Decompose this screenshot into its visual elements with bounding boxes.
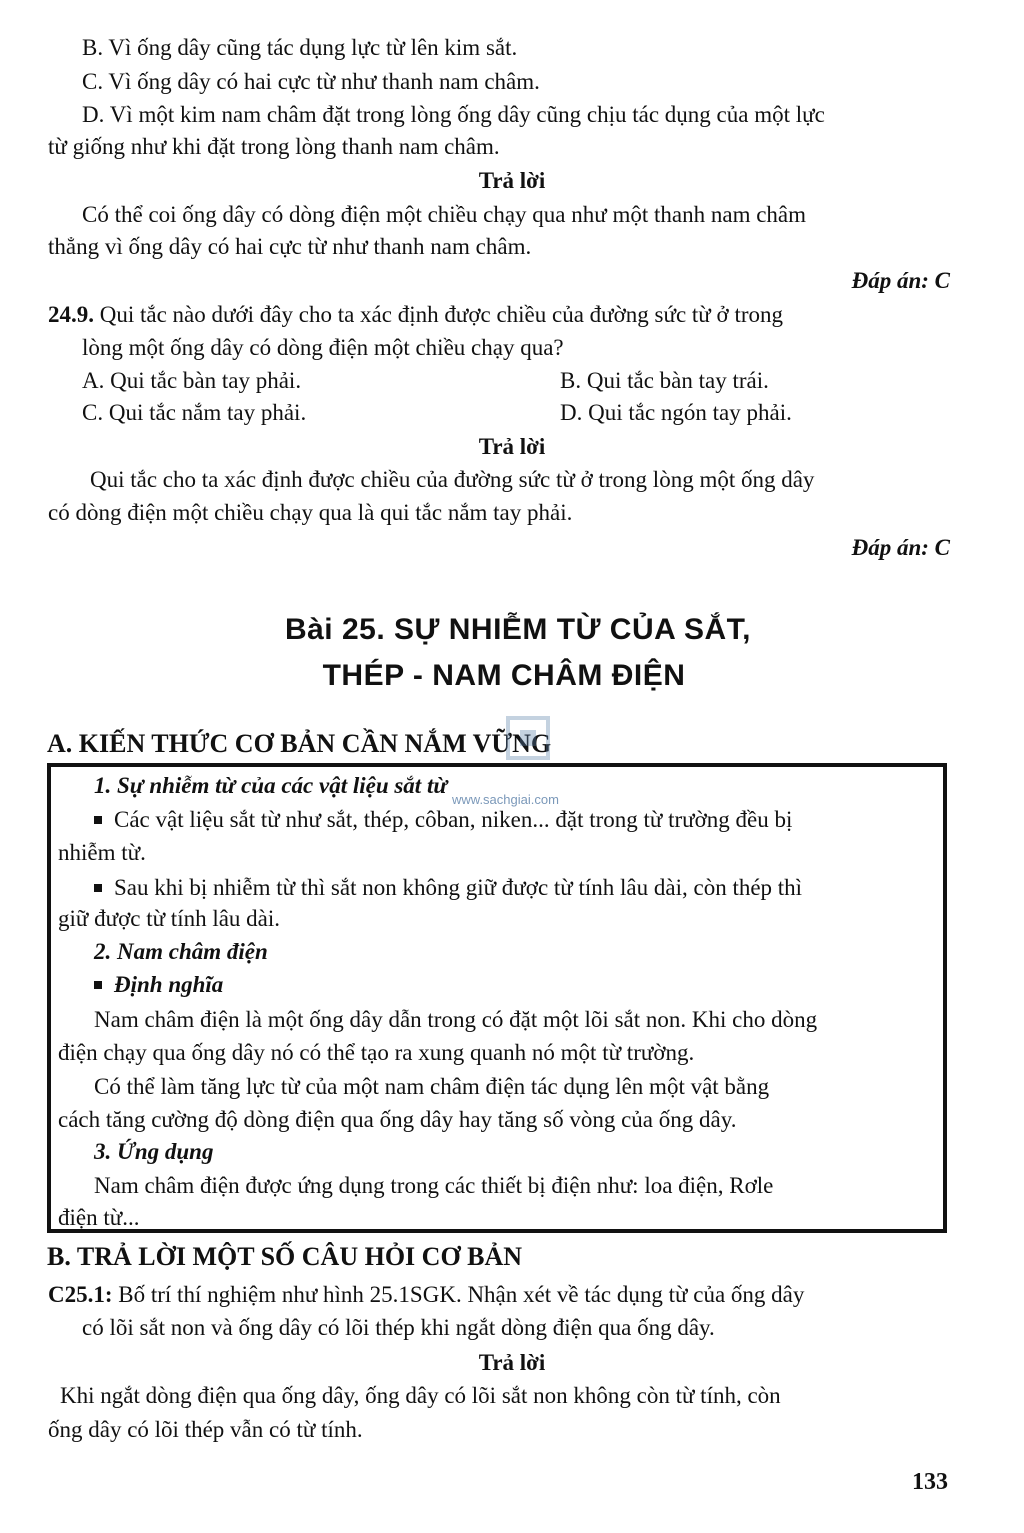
paragraph-text-continued: cách tăng cường độ dòng điện qua ống dây hay tăng số vòng của ống dây. — [58, 1107, 737, 1132]
lesson-title-line-2: THÉP - NAM CHÂM ĐIỆN — [322, 659, 686, 692]
section-a-heading: A. KIẾN THỨC CƠ BẢN CẦN NẮM VỮNG — [47, 729, 552, 758]
answer-key: Đáp án: C — [851, 535, 950, 560]
answer-key: Đáp án: C — [851, 268, 950, 293]
paragraph-text: Nam châm điện được ứng dụng trong các thiết bị điện như: loa điện, Rơle — [94, 1173, 774, 1198]
question-text: Qui tắc nào dưới đây cho ta xác định được chiều của đường sức từ ở trong — [94, 302, 783, 327]
question-c25-1 — [48, 1281, 804, 1309]
option-b: B. Qui tắc bàn tay trái. — [560, 368, 769, 393]
paragraph-text: Các vật liệu sắt từ như sắt, thép, côban, niken... đặt trong từ trường đều bị — [114, 807, 793, 832]
question-text: Bố trí thí nghiệm như hình 25.1SGK. Nhận xét về tác dụng từ của ống dây — [112, 1282, 805, 1307]
answer-text: Qui tắc cho ta xác định được chiều của đường sức từ ở trong lòng một ống dây — [90, 467, 815, 492]
answer-text-continued: thẳng vì ống dây có hai cực từ như thanh nam châm. — [48, 234, 532, 259]
option-c: C. Vì ống dây có hai cực từ như thanh nam châm. — [82, 69, 540, 94]
question-text-continued: có lõi sắt non và ống dây có lõi thép khi ngắt dòng điện qua ống dây. — [82, 1315, 715, 1340]
paragraph-text-continued: điện chạy qua ống dây nó có thể tạo ra xung quanh nó một từ trường. — [58, 1040, 695, 1065]
section-b-heading: B. TRẢ LỜI MỘT SỐ CÂU HỎI CƠ BẢN — [47, 1242, 523, 1271]
page-number: 133 — [912, 1469, 948, 1495]
bullet-icon — [94, 816, 102, 824]
definition-label: Định nghĩa — [114, 972, 224, 997]
answer-text: Khi ngắt dòng điện qua ống dây, ống dây có lõi sắt non không còn từ tính, còn — [60, 1383, 781, 1408]
answer-heading: Trả lời — [478, 1350, 546, 1375]
paragraph-text-continued: điện từ... — [58, 1205, 140, 1230]
paragraph-text: Sau khi bị nhiễm từ thì sắt non không giữ được từ tính lâu dài, còn thép thì — [114, 875, 803, 900]
question-24-9 — [48, 301, 783, 329]
watermark-url: www.sachgiai.com — [452, 792, 559, 807]
answer-heading: Trả lời — [478, 434, 546, 459]
lesson-title-line-1: Bài 25. SỰ NHIỄM TỪ CỦA SẮT, — [284, 613, 752, 646]
paragraph-text-continued: nhiễm từ. — [58, 840, 146, 865]
answer-text: Có thể coi ống dây có dòng điện một chiều chạy qua như một thanh nam châm — [82, 202, 807, 227]
option-c: C. Qui tắc nắm tay phải. — [82, 400, 307, 425]
paragraph-text: Có thể làm tăng lực từ của một nam châm điện tác dụng lên một vật bằng — [94, 1074, 770, 1099]
answer-text-continued: ống dây có lõi thép vẫn có từ tính. — [48, 1417, 363, 1442]
bullet-icon — [94, 981, 102, 989]
option-a: A. Qui tắc bàn tay phải. — [82, 368, 302, 393]
question-number: 24.9. — [48, 302, 94, 327]
option-d-continued: từ giống như khi đặt trong lòng thanh nam châm. — [48, 134, 500, 159]
definition-heading — [94, 971, 223, 999]
option-d: D. Vì một kim nam châm đặt trong lòng ống dây cũng chịu tác dụng của một lực — [82, 102, 825, 127]
answer-text-continued: có dòng điện một chiều chạy qua là qui tắc nắm tay phải. — [48, 500, 573, 525]
bullet-paragraph — [94, 806, 792, 834]
question-label: C25.1: — [48, 1282, 113, 1307]
bullet-icon — [94, 884, 102, 892]
subsection-1-title: 1. Sự nhiễm từ của các vật liệu sắt từ — [94, 773, 448, 798]
option-d: D. Qui tắc ngón tay phải. — [560, 400, 792, 425]
question-text-continued: lòng một ống dây có dòng điện một chiều chạy qua? — [82, 335, 564, 360]
paragraph-text: Nam châm điện là một ống dây dẫn trong có đặt một lõi sắt non. Khi cho dòng — [94, 1007, 818, 1032]
answer-heading: Trả lời — [478, 168, 546, 193]
bullet-paragraph — [94, 874, 802, 902]
option-b: B. Vì ống dây cũng tác dụng lực từ lên kim sắt. — [82, 35, 518, 60]
paragraph-text-continued: giữ được từ tính lâu dài. — [58, 906, 281, 931]
subsection-3-title: 3. Ứng dụng — [94, 1139, 214, 1164]
subsection-2-title: 2. Nam châm điện — [94, 939, 268, 964]
